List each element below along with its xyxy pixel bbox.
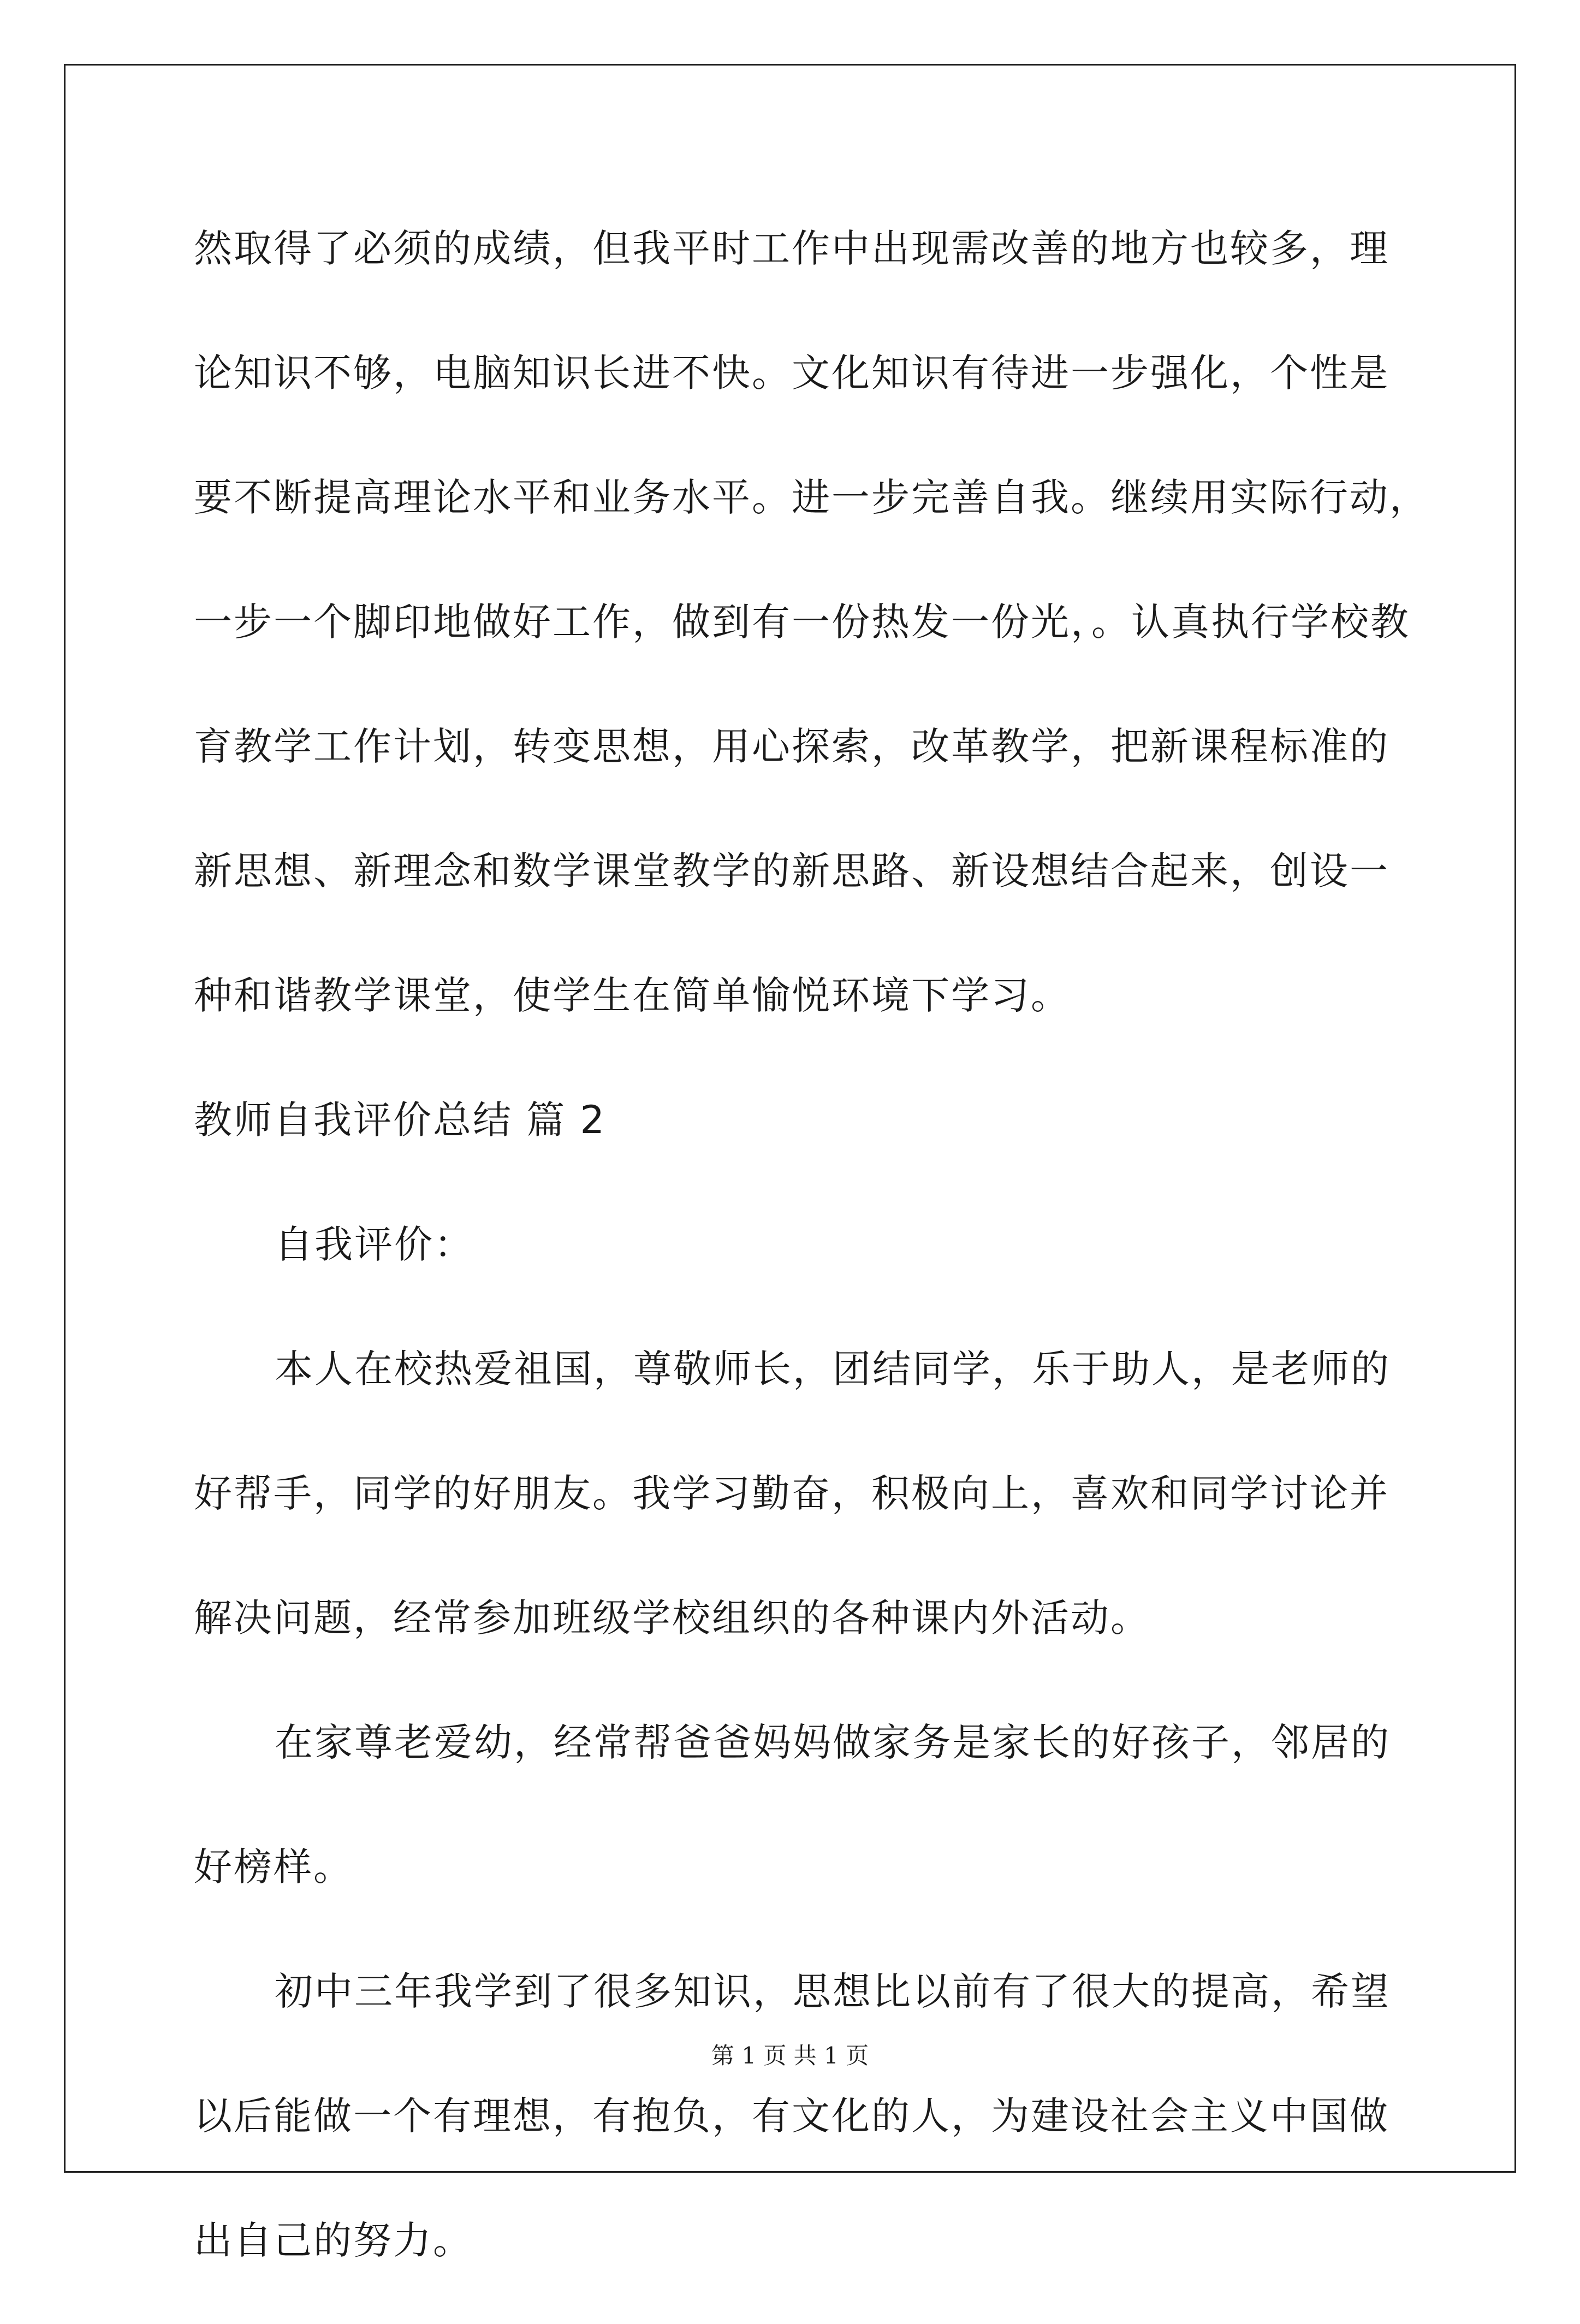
page-footer: 第 1 页 共 1 页 [711, 2042, 869, 2069]
paragraph-line: 以后能做一个有理想，有抱负，有文化的人，为建设社会主义中国做 [194, 2094, 1389, 2138]
paragraph-line: 出自己的努力。 [194, 2218, 473, 2263]
paragraph-line: 在家尊老爱幼，经常帮爸爸妈妈做家务是家长的好孩子，邻居的 [275, 1720, 1391, 1765]
paragraph-line: 然取得了必须的成绩，但我平时工作中出现需改善的地方也较多，理 [194, 226, 1389, 271]
paragraph-line: 要不断提高理论水平和业务水平。进一步完善自我。继续用实际行动， [194, 475, 1429, 520]
paragraph-line: 种和谐教学课堂，使学生在简单愉悦环境下学习。 [194, 973, 1071, 1018]
paragraph-line: 本人在校热爱祖国，尊敬师长，团结同学，乐于助人，是老师的 [275, 1347, 1391, 1391]
paragraph-line: 育教学工作计划，转变思想，用心探索，改革教学，把新课程标准的 [194, 724, 1389, 769]
paragraph-line: 一步一个脚印地做好工作，做到有一份热发一份光，。认真执行学校教 [194, 600, 1410, 644]
paragraph-line: 好帮手，同学的好朋友。我学习勤奋，积极向上，喜欢和同学讨论并 [194, 1471, 1389, 1516]
section-heading: 教师自我评价总结 篇 2 [194, 1098, 607, 1142]
paragraph-line: 好榜样。 [194, 1845, 353, 1889]
paragraph-line: 新思想、新理念和数学课堂教学的新思路、新设想结合起来，创设一 [194, 849, 1389, 893]
paragraph-line: 论知识不够，电脑知识长进不快。文化知识有待进一步强化，个性是 [194, 351, 1389, 395]
paragraph-line: 解决问题，经常参加班级学校组织的各种课内外活动。 [194, 1596, 1150, 1640]
document-body [194, 208, 1429, 2324]
paragraph-line: 初中三年我学到了很多知识，思想比以前有了很大的提高，希望 [275, 1969, 1391, 2014]
paragraph-line: 自我评价： [275, 1222, 474, 1267]
